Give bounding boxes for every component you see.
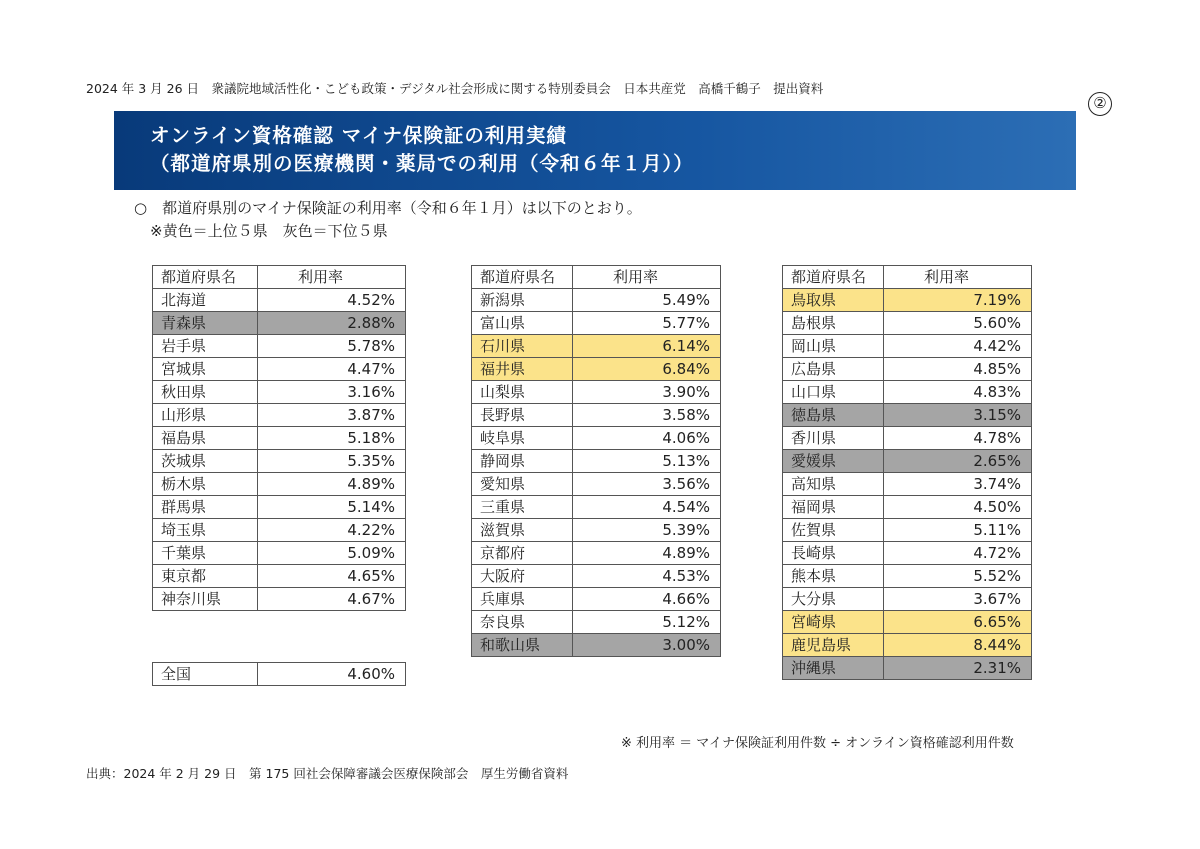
title-line-2: （都道府県別の医療機関・薬局での利用（令和６年１月））: [150, 152, 694, 175]
prefecture-name: 東京都: [153, 565, 258, 588]
usage-rate: 5.18%: [258, 427, 406, 450]
usage-rate: 6.84%: [573, 358, 721, 381]
table-row: [472, 427, 721, 450]
usage-rate: 4.85%: [884, 358, 1032, 381]
page-number: ②: [1088, 92, 1112, 116]
prefecture-name: 大分県: [783, 588, 884, 611]
header-prefecture: 都道府県名: [153, 266, 258, 289]
prefecture-name: 宮崎県: [783, 611, 884, 634]
prefecture-name: 山口県: [783, 381, 884, 404]
table-row: [153, 289, 406, 312]
header-rate: 利用率: [884, 266, 1032, 289]
prefecture-name: 沖縄県: [783, 657, 884, 680]
usage-rate: 4.50%: [884, 496, 1032, 519]
usage-rate: 3.00%: [573, 634, 721, 657]
prefecture-name: 和歌山県: [472, 634, 573, 657]
usage-rate: 4.89%: [573, 542, 721, 565]
prefecture-name: 静岡県: [472, 450, 573, 473]
table-row: [783, 565, 1032, 588]
table-row: [153, 404, 406, 427]
prefecture-name: 奈良県: [472, 611, 573, 634]
prefecture-name: 岩手県: [153, 335, 258, 358]
prefecture-name: 千葉県: [153, 542, 258, 565]
prefecture-name: 香川県: [783, 427, 884, 450]
table-row: [153, 519, 406, 542]
usage-rate: 5.11%: [884, 519, 1032, 542]
prefecture-name: 青森県: [153, 312, 258, 335]
usage-rate: 2.31%: [884, 657, 1032, 680]
usage-rate: 3.74%: [884, 473, 1032, 496]
table-row: [153, 335, 406, 358]
table-row: [472, 381, 721, 404]
table-row: [472, 358, 721, 381]
prefecture-name: 富山県: [472, 312, 573, 335]
usage-rate: 5.52%: [884, 565, 1032, 588]
prefecture-name: 宮城県: [153, 358, 258, 381]
prefecture-name: 佐賀県: [783, 519, 884, 542]
prefecture-name: 愛媛県: [783, 450, 884, 473]
formula-note: ※ 利用率 ＝ マイナ保険証利用件数 ÷ オンライン資格確認利用件数: [621, 736, 1014, 751]
usage-rate: 5.13%: [573, 450, 721, 473]
usage-rate: 5.14%: [258, 496, 406, 519]
table-row: [472, 611, 721, 634]
table-row: [783, 657, 1032, 680]
prefecture-name: 長野県: [472, 404, 573, 427]
usage-rate: 3.15%: [884, 404, 1032, 427]
table-row: [783, 519, 1032, 542]
table-row: [153, 588, 406, 611]
usage-rate: 2.88%: [258, 312, 406, 335]
prefecture-name: 高知県: [783, 473, 884, 496]
prefecture-name: 茨城県: [153, 450, 258, 473]
usage-rate: 5.77%: [573, 312, 721, 335]
usage-rate: 4.06%: [573, 427, 721, 450]
table-header-row: [153, 266, 406, 289]
prefecture-name: 京都府: [472, 542, 573, 565]
prefecture-name: 徳島県: [783, 404, 884, 427]
usage-rate: 3.56%: [573, 473, 721, 496]
table-row: [783, 496, 1032, 519]
table-row: [783, 404, 1032, 427]
usage-rate: 5.49%: [573, 289, 721, 312]
prefecture-name: 長崎県: [783, 542, 884, 565]
prefecture-name: 滋賀県: [472, 519, 573, 542]
usage-rate: 3.16%: [258, 381, 406, 404]
usage-rate: 4.89%: [258, 473, 406, 496]
header-prefecture: 都道府県名: [783, 266, 884, 289]
prefecture-table-1: [152, 265, 406, 611]
prefecture-name: 秋田県: [153, 381, 258, 404]
table-row: [472, 542, 721, 565]
prefecture-name: 山梨県: [472, 381, 573, 404]
prefecture-table-2: [471, 265, 721, 657]
usage-rate: 4.66%: [573, 588, 721, 611]
usage-rate: 4.47%: [258, 358, 406, 381]
title-line-1: オンライン資格確認 マイナ保険証の利用実績: [150, 124, 567, 147]
prefecture-name: 岡山県: [783, 335, 884, 358]
table-row: [472, 634, 721, 657]
source-citation: 出典：2024 年 2 月 29 日 第 175 回社会保障審議会医療保険部会 厚生労働省資料: [86, 766, 569, 781]
table-row: [472, 519, 721, 542]
table-row: [783, 312, 1032, 335]
prefecture-name: 石川県: [472, 335, 573, 358]
usage-rate: 6.14%: [573, 335, 721, 358]
usage-rate: 2.65%: [884, 450, 1032, 473]
table-row: [153, 496, 406, 519]
prefecture-name: 栃木県: [153, 473, 258, 496]
national-table: [152, 662, 406, 686]
prefecture-name: 三重県: [472, 496, 573, 519]
table-row: [472, 588, 721, 611]
table-row: [153, 427, 406, 450]
table-row: [472, 335, 721, 358]
table-header-row: [783, 266, 1032, 289]
title-banner: [114, 111, 1076, 190]
table-row: [783, 542, 1032, 565]
prefecture-name: 山形県: [153, 404, 258, 427]
national-label: 全国: [153, 663, 258, 686]
usage-rate: 4.53%: [573, 565, 721, 588]
table-row: [783, 289, 1032, 312]
prefecture-name: 鳥取県: [783, 289, 884, 312]
table-row: [783, 634, 1032, 657]
usage-rate: 4.83%: [884, 381, 1032, 404]
prefecture-name: 熊本県: [783, 565, 884, 588]
table-row: [153, 312, 406, 335]
usage-rate: 3.87%: [258, 404, 406, 427]
prefecture-table-3: [782, 265, 1032, 680]
table-row: [783, 588, 1032, 611]
table-row: [153, 358, 406, 381]
usage-rate: 8.44%: [884, 634, 1032, 657]
usage-rate: 3.58%: [573, 404, 721, 427]
header-rate: 利用率: [258, 266, 406, 289]
table-row: [783, 427, 1032, 450]
prefecture-name: 大阪府: [472, 565, 573, 588]
table-row: [472, 289, 721, 312]
usage-rate: 4.52%: [258, 289, 406, 312]
table-row: [783, 611, 1032, 634]
national-row: [153, 663, 406, 686]
usage-rate: 4.54%: [573, 496, 721, 519]
prefecture-name: 福島県: [153, 427, 258, 450]
intro-text: ○ 都道府県別のマイナ保険証の利用率（令和６年１月）は以下のとおり。: [134, 199, 642, 217]
usage-rate: 5.35%: [258, 450, 406, 473]
table-row: [783, 450, 1032, 473]
prefecture-name: 北海道: [153, 289, 258, 312]
prefecture-name: 兵庫県: [472, 588, 573, 611]
table-header-row: [472, 266, 721, 289]
usage-rate: 5.12%: [573, 611, 721, 634]
table-row: [472, 473, 721, 496]
table-row: [472, 450, 721, 473]
prefecture-name: 福岡県: [783, 496, 884, 519]
usage-rate: 5.78%: [258, 335, 406, 358]
table-row: [153, 473, 406, 496]
prefecture-name: 岐阜県: [472, 427, 573, 450]
table-row: [472, 312, 721, 335]
usage-rate: 3.90%: [573, 381, 721, 404]
prefecture-name: 広島県: [783, 358, 884, 381]
prefecture-name: 埼玉県: [153, 519, 258, 542]
prefecture-name: 福井県: [472, 358, 573, 381]
usage-rate: 4.78%: [884, 427, 1032, 450]
usage-rate: 3.67%: [884, 588, 1032, 611]
usage-rate: 4.65%: [258, 565, 406, 588]
usage-rate: 4.42%: [884, 335, 1032, 358]
usage-rate: 5.39%: [573, 519, 721, 542]
legend-note: ※黄色＝上位５県 灰色＝下位５県: [150, 222, 388, 240]
header-prefecture: 都道府県名: [472, 266, 573, 289]
usage-rate: 5.09%: [258, 542, 406, 565]
table-row: [783, 381, 1032, 404]
table-row: [472, 496, 721, 519]
usage-rate: 4.72%: [884, 542, 1032, 565]
table-row: [153, 565, 406, 588]
header-rate: 利用率: [573, 266, 721, 289]
national-rate: 4.60%: [258, 663, 406, 686]
prefecture-name: 愛知県: [472, 473, 573, 496]
table-row: [783, 335, 1032, 358]
table-row: [153, 542, 406, 565]
usage-rate: 7.19%: [884, 289, 1032, 312]
document-header: 2024 年 3 月 26 日 衆議院地域活性化・こども政策・デジタル社会形成に関する特別委員会 日本共産党 高橋千鶴子 提出資料: [86, 81, 824, 96]
usage-rate: 4.67%: [258, 588, 406, 611]
table-row: [783, 473, 1032, 496]
table-row: [472, 565, 721, 588]
table-row: [783, 358, 1032, 381]
prefecture-name: 神奈川県: [153, 588, 258, 611]
usage-rate: 5.60%: [884, 312, 1032, 335]
prefecture-name: 島根県: [783, 312, 884, 335]
prefecture-name: 鹿児島県: [783, 634, 884, 657]
usage-rate: 6.65%: [884, 611, 1032, 634]
prefecture-name: 新潟県: [472, 289, 573, 312]
table-row: [472, 404, 721, 427]
table-row: [153, 381, 406, 404]
usage-rate: 4.22%: [258, 519, 406, 542]
table-row: [153, 450, 406, 473]
prefecture-name: 群馬県: [153, 496, 258, 519]
